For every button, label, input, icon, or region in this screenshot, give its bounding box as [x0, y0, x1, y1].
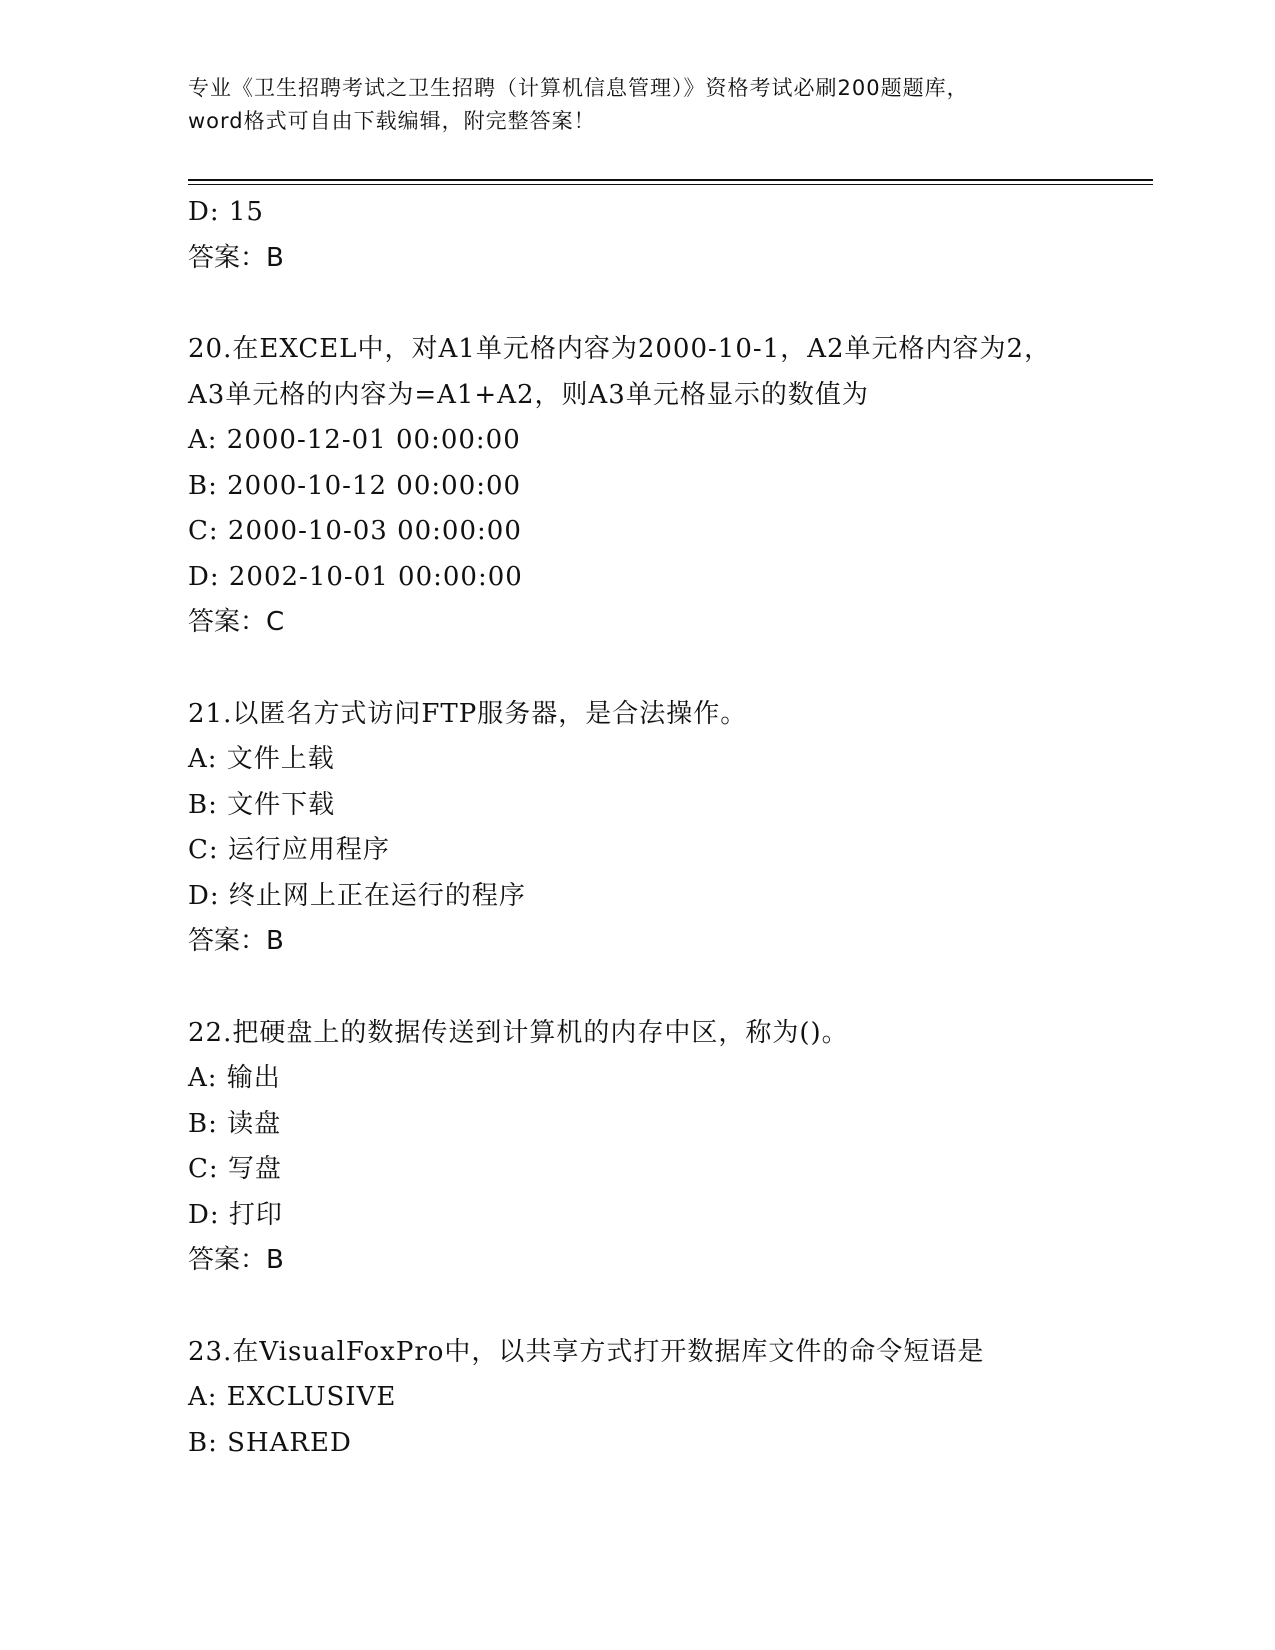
- option-d: D: 打印: [188, 1199, 283, 1230]
- option-b: B: 读盘: [188, 1108, 282, 1139]
- question-20: [188, 327, 1153, 646]
- answer-line: 答案：B: [188, 242, 284, 273]
- question-stem: 22.把硬盘上的数据传送到计算机的内存中区，称为()。: [188, 1017, 849, 1048]
- header-rule-thin: [188, 184, 1153, 185]
- question-list: [188, 190, 1153, 1466]
- header-rule-thick: [188, 179, 1153, 181]
- option-b: B: SHARED: [188, 1427, 352, 1458]
- header-line-1: 专业《卫生招聘考试之卫生招聘（计算机信息管理）》资格考试必刷200题题库，: [188, 76, 969, 100]
- option-c: C: 2000-10-03 00:00:00: [188, 516, 522, 546]
- question-22: [188, 1011, 1153, 1284]
- option-c: C: 运行应用程序: [188, 835, 390, 865]
- question-stem: 23.在VisualFoxPro中，以共享方式打开数据库文件的命令短语是: [188, 1336, 985, 1367]
- option-d: D: 15: [188, 197, 264, 227]
- option-c: C: 写盘: [188, 1154, 282, 1184]
- option-d: D: 2002-10-01 00:00:00: [188, 561, 523, 592]
- answer-line: 答案：C: [188, 607, 285, 637]
- question-21: [188, 692, 1153, 965]
- option-a: A: 文件上载: [188, 744, 335, 774]
- header-line-2: word格式可自由下载编辑，附完整答案！: [188, 109, 596, 133]
- option-a: A: EXCLUSIVE: [188, 1382, 397, 1412]
- question-23: [188, 1330, 1153, 1467]
- option-a: A: 2000-12-01 00:00:00: [188, 425, 521, 455]
- option-b: B: 2000-10-12 00:00:00: [188, 470, 522, 501]
- option-a: A: 输出: [188, 1063, 281, 1093]
- question-stem: 21.以匿名方式访问FTP服务器，是合法操作。: [188, 698, 748, 729]
- page-header: [188, 72, 1088, 138]
- question-stem: 20.在EXCEL中，对A1单元格内容为2000-10-1，A2单元格内容为2，: [188, 334, 1052, 364]
- option-d: D: 终止网上正在运行的程序: [188, 880, 526, 911]
- option-b: B: 文件下载: [188, 789, 336, 820]
- answer-line: 答案：B: [188, 1245, 284, 1275]
- answer-line: 答案：B: [188, 926, 284, 956]
- question-stem-cont: A3单元格的内容为=A1+A2，则A3单元格显示的数值为: [188, 379, 869, 410]
